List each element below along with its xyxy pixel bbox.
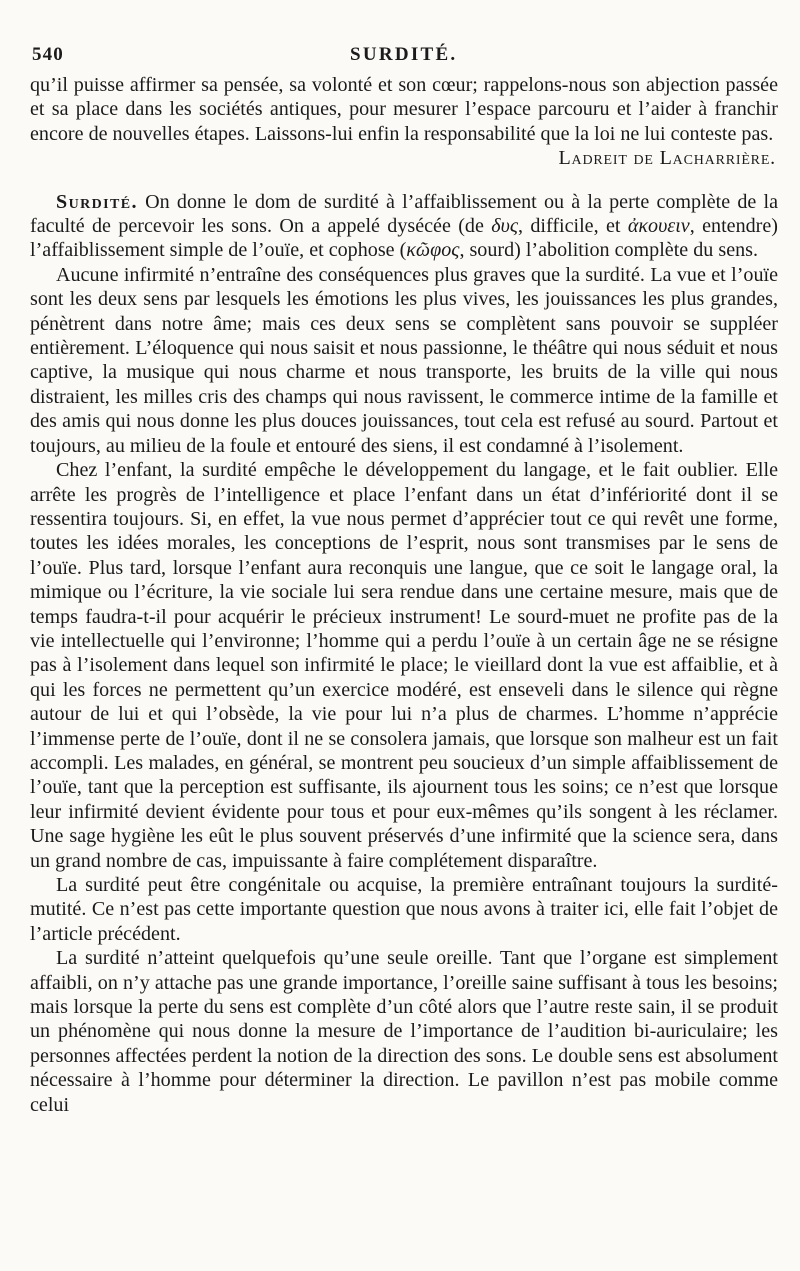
- continued-paragraph-text: qu’il puisse affirmer sa pensée, sa volonté et son cœur; rappelons-nous son abjection passée et sa place dans les sociétés antiques, pour mesurer l’espace parcouru et l’aider à franchir encore de nouvelles étapes. Laissons-lui enfin la responsabilité que la loi ne lui conteste pas.: [30, 74, 778, 145]
- greek-term-dys: δυς: [491, 215, 518, 238]
- continued-paragraph: [30, 73, 778, 171]
- consequences-paragraph: Aucune infirmité n’entraîne des conséquences plus graves que la surdité. La vue et l’ouïe sont les deux sens par lesquels les émotions les plus vives, les jouissances les plus grandes, pénètrent dans notre âme; mais ces deux sens se complètent sans pouvoir se suppléer entièrement. L’éloquence qui nous saisit et nous passionne, le théâtre qui nous séduit et nous captive, la musique qui nous charme et nous transporte, les bruits de la ville qui nous distraient, les milles cris des champs qui nous ravissent, le commerce intime de la famille et des amis qui nous donne les plus douces jouissances, tout cela est refusé au sourd. Partout et toujours, au milieu de la foule et entouré des siens, il est condamné à l’isolement.: [30, 263, 778, 457]
- running-title: SURDITÉ.: [350, 44, 458, 65]
- definition-text-part-1: On donne le dom de surdité à l’affaiblissement ou à la perte complète de la faculté de percevoir les sons. On a appelé dysécée (de: [30, 190, 778, 238]
- definition-text-part-4: , sourd) l’abolition complète du sens.: [459, 239, 758, 262]
- greek-term-akouein: ἀκουειν: [627, 215, 690, 238]
- definition-text-part-2: , difficile, et: [517, 215, 621, 238]
- definition-text-part-3: , entendre) l’affaiblissement simple de l’ouïe, et cophose (: [30, 215, 778, 262]
- running-head: [32, 44, 732, 70]
- congenital-acquired-paragraph: La surdité peut être congénitale ou acquise, la première entraînant toujours la surdité-mutité. Ce n’est pas cette importante question que nous avons à traiter ici, elle fait l’objet de l’article précédent.: [30, 874, 778, 945]
- article-text: [30, 73, 778, 1117]
- page-number: 540: [32, 44, 64, 65]
- headword-surdite: Surdité.: [56, 190, 138, 213]
- greek-term-kophos: κῶφος: [406, 239, 460, 262]
- single-ear-paragraph: La surdité n’atteint quelquefois qu’une seule oreille. Tant que l’organe est simplement affaibli, on n’y attache pas une grande importance, l’oreille saine suffisant à tous les besoins; mais lorsque la perte du sens est complète d’un côté alors que l’autre reste sain, il se produit un phénomène qui nous donne la mesure de l’importance de l’audition bi-auriculaire; les personnes affectées perdent la notion de la direction des sons. Le double sens est absolument nécessaire à l’homme pour déterminer la direction. Le pavillon n’est pas mobile comme celui: [30, 947, 778, 1116]
- child-surdite-paragraph: Chez l’enfant, la surdité empêche le développement du langage, et le fait oublier. Elle arrête les progrès de l’intelligence et place l’enfant dans un état d’infériorité dont il se ressentira toujours. Si, en effet, la vue nous permet d’apprécier tout ce qui revêt une forme, toutes les idées morales, les conceptions de l’esprit, nous sont transmises par le sens de l’ouïe. Plus tard, lorsque l’enfant aura reconquis une langue, que ce soit le langage oral, la mimique ou l’écriture, la vie sociale lui sera rendue dans une certaine mesure, mais que de temps faudra-t-il pour acquérir le précieux instrument! Le sourd-muet ne profite pas de la vie intellectuelle qui l’environne; l’homme qui a perdu l’ouïe à un certain âge ne se résigne pas à l’isolement dans lequel son infirmité le place; le vieillard dont la vue est affaiblie, et à qui les forces ne permettent qu’un exercice modéré, est enseveli dans le silence qui règne autour de lui et qui l’obsède, la vie pour lui n’a plus de charmes. L’homme n’apprécie l’immense perte de l’ouïe, dont il ne se consolera jamais, que lorsque son malheur est un fait accompli. Les malades, en général, se montrent peu soucieux d’un simple affaiblissement de l’ouïe, tant que la perception est suffisante, ils ajournent tous les soins; ce n’est que lorsque leur infirmité devient évidente pour tous et pour eux-mêmes qu’ils songent à les réclamer. Une sage hygiène les eût le plus souvent préservés d’une infirmité que la science sera, dans un grand nombre de cas, impuissante à faire complétement disparaître.: [30, 459, 778, 872]
- surdite-definition-paragraph: [30, 190, 778, 263]
- author-signature: Ladreit de Lacharrière.: [558, 147, 776, 170]
